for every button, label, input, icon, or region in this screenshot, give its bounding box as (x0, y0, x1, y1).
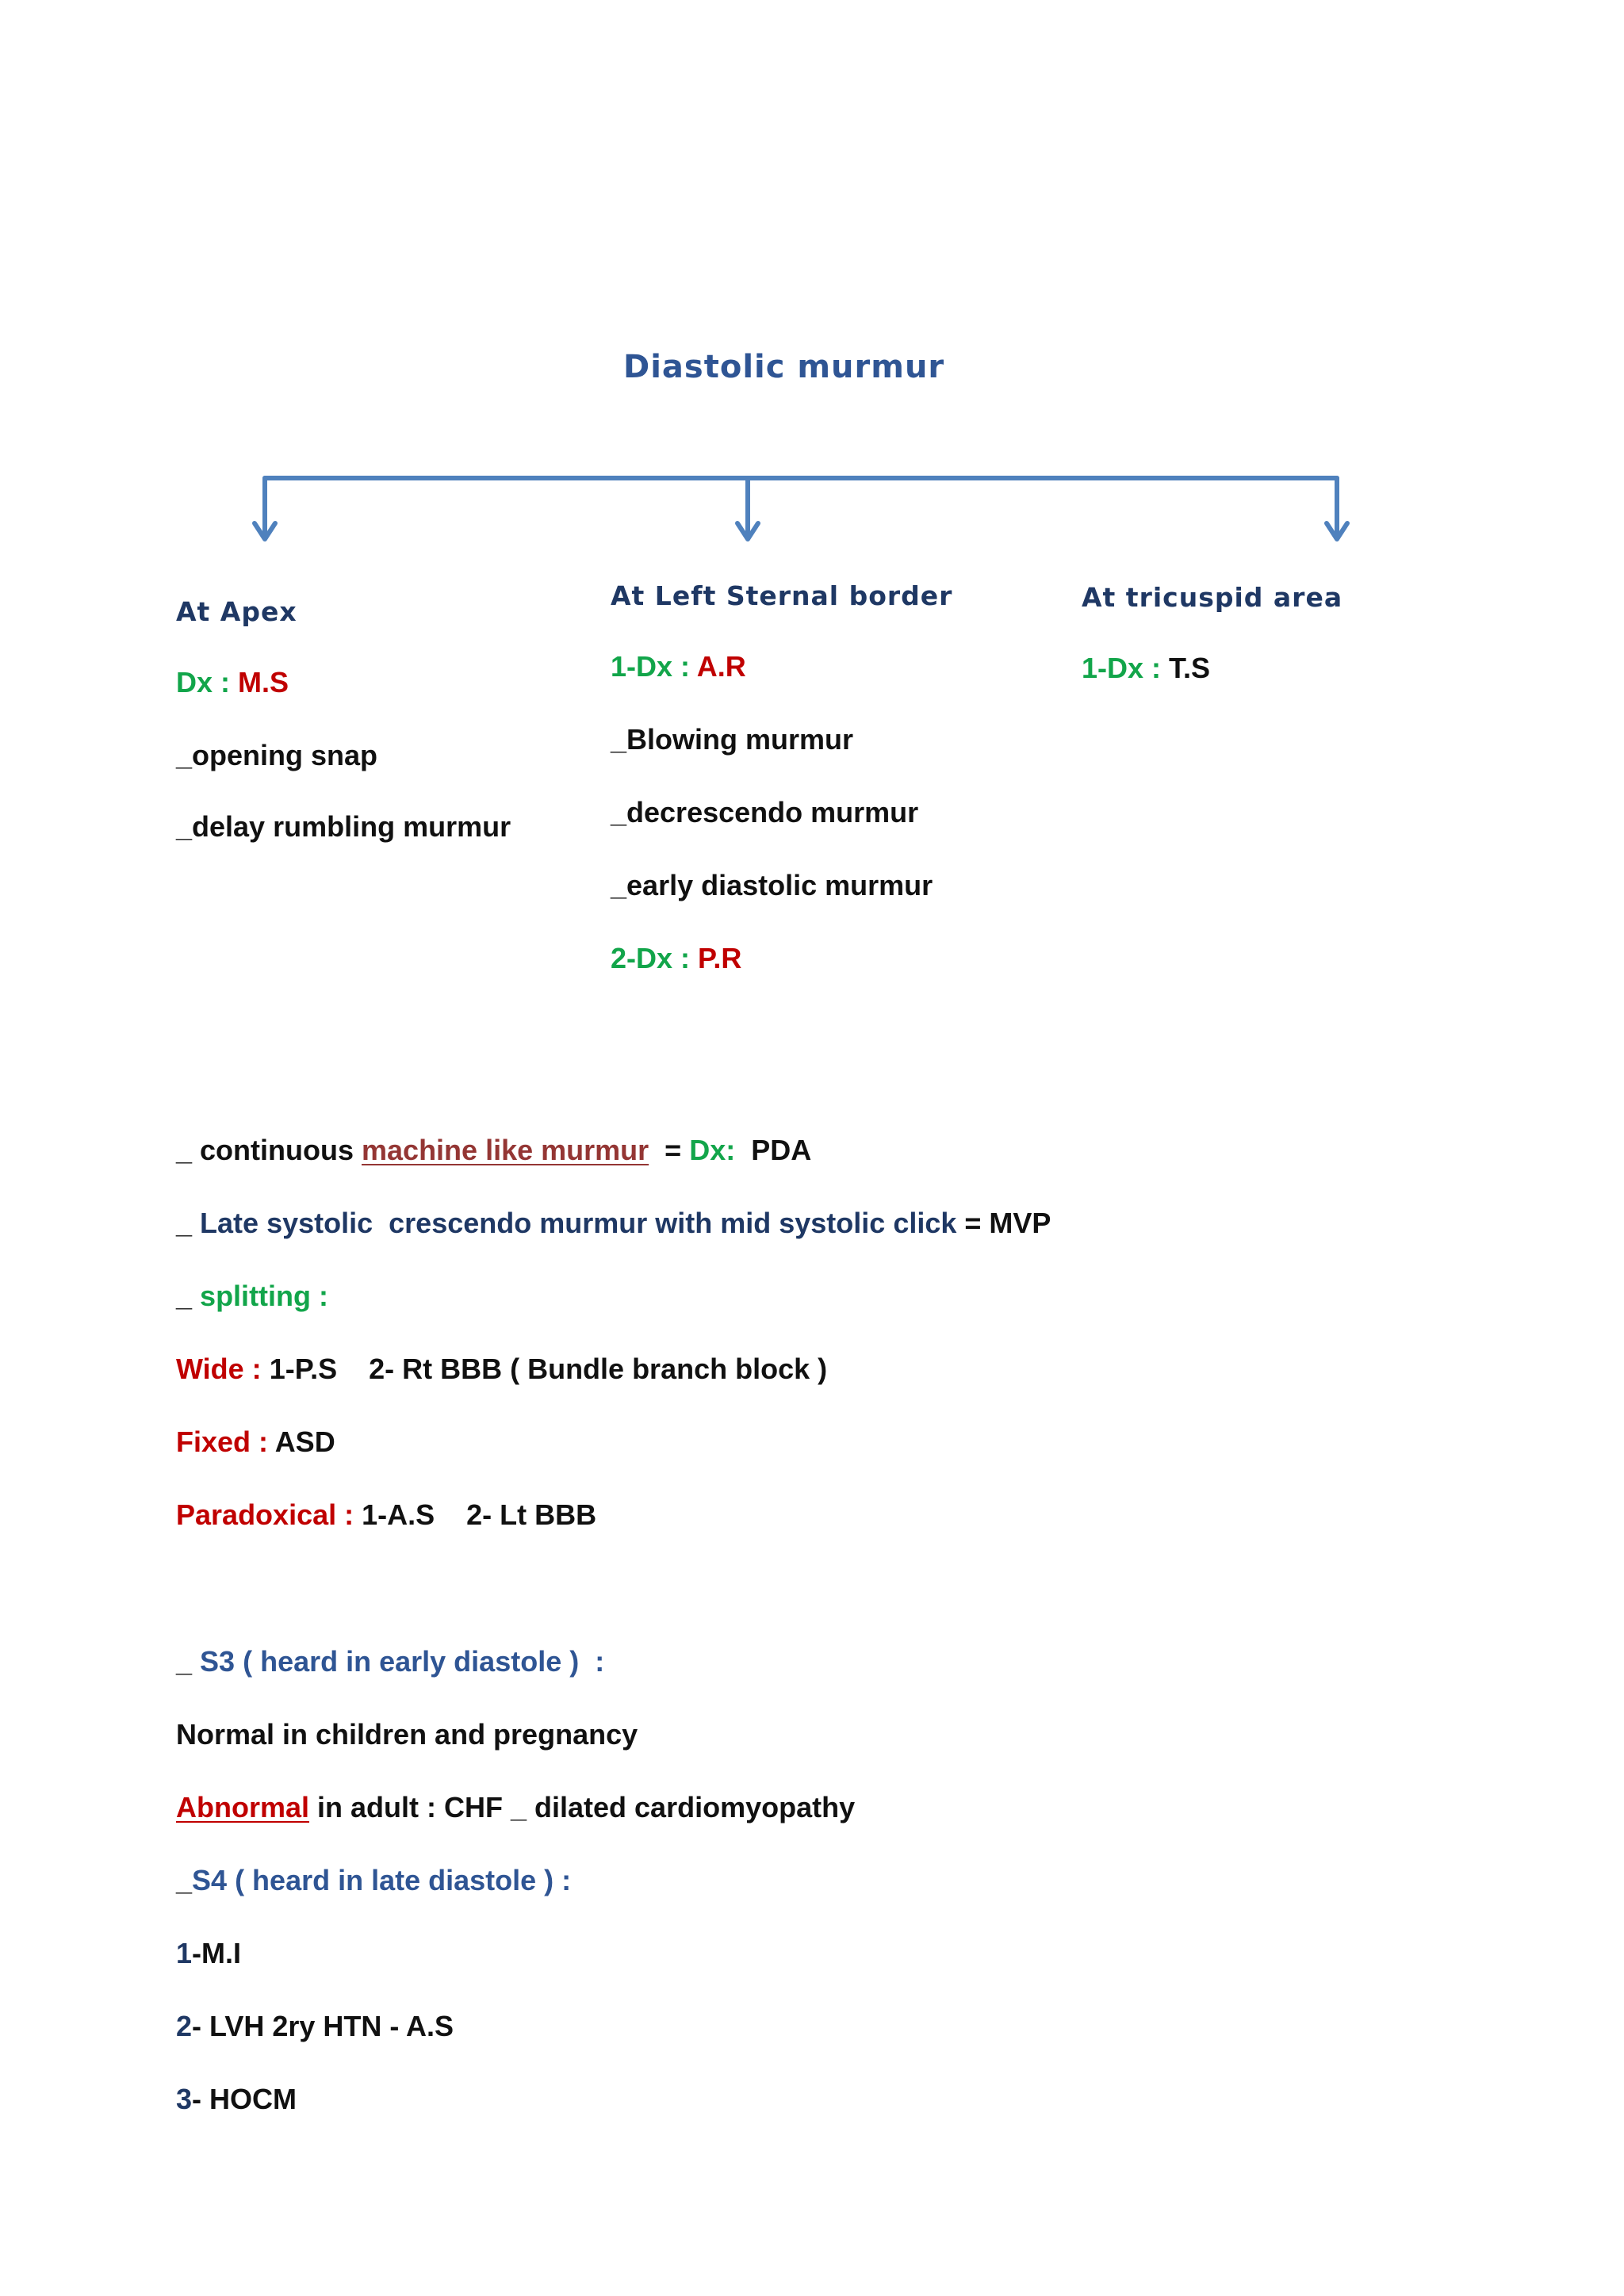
left-sternal-heading: At Left Sternal border (611, 580, 953, 611)
note-s3-normal: Normal in children and pregnancy (176, 1718, 638, 1751)
note-late-systolic (176, 1207, 1051, 1240)
note-wide-label: Wide : (176, 1353, 262, 1385)
note-splitting-prefix: _ (176, 1280, 193, 1312)
note-s3-abnormal-value: in adult : CHF _ dilated cardiomyopathy (317, 1791, 856, 1823)
note-wide-value: 1-P.S 2- Rt BBB ( Bundle branch block ) (269, 1353, 828, 1385)
note-late-systolic-text: Late systolic crescendo murmur with mid systolic click (200, 1207, 957, 1239)
note-fixed (176, 1425, 335, 1459)
note-s3-label: S3 ( heard in early diastole ) : (200, 1645, 605, 1678)
note-s3 (176, 1645, 604, 1678)
apex-item: _delay rumbling murmur (176, 810, 511, 843)
note-splitting-label: splitting : (200, 1280, 329, 1312)
tricuspid-heading: At tricuspid area (1082, 582, 1343, 613)
left-sternal-dx2 (611, 942, 741, 975)
tricuspid-dx-label: 1-Dx : (1082, 652, 1162, 684)
note-continuous-dx-value: PDA (751, 1134, 812, 1166)
s4-list-item (176, 2010, 454, 2043)
note-fixed-value: ASD (274, 1425, 335, 1458)
left-sternal-dx2-value: P.R (698, 942, 742, 974)
note-s4 (176, 1864, 571, 1897)
note-continuous-dx-label: Dx: (689, 1134, 736, 1166)
left-sternal-dx2-label: 2-Dx : (611, 942, 691, 974)
note-paradoxical-label: Paradoxical : (176, 1498, 354, 1531)
note-s3-prefix: _ (176, 1645, 193, 1678)
left-sternal-item: _decrescendo murmur (611, 796, 919, 828)
note-s3-abnormal (176, 1791, 855, 1824)
s4-list-item-text: -M.I (192, 1937, 242, 1969)
s4-list-item-text: - LVH 2ry HTN - A.S (192, 2010, 454, 2042)
s4-list-item-number: 1 (176, 1937, 193, 1969)
s4-list-item-number: 3 (176, 2083, 193, 2115)
s4-list-item-text: - HOCM (192, 2083, 297, 2115)
note-paradoxical-value: 1-A.S 2- Lt BBB (362, 1498, 597, 1531)
apex-heading: At Apex (176, 596, 297, 627)
note-s3-abnormal-label: Abnormal (176, 1791, 310, 1823)
left-sternal-dx1-value: A.R (696, 650, 746, 683)
tricuspid-dx (1082, 652, 1210, 685)
apex-dx (176, 666, 289, 699)
note-s4-label: S4 ( heard in late diastole ) : (192, 1864, 572, 1896)
left-sternal-item: _Blowing murmur (611, 723, 854, 756)
apex-dx-value: M.S (238, 666, 289, 698)
left-sternal-dx1-label: 1-Dx : (611, 650, 691, 683)
s4-list-item (176, 1937, 241, 1970)
note-wide (176, 1353, 827, 1386)
branch-horizontal-line (265, 478, 1337, 482)
note-continuous-prefix: _ continuous (176, 1134, 354, 1166)
note-continuous-highlight: machine like murmur (362, 1134, 649, 1166)
note-late-systolic-result: = MVP (964, 1207, 1051, 1239)
note-continuous-eq: = (665, 1134, 682, 1166)
s4-list-item-number: 2 (176, 2010, 193, 2042)
note-paradoxical (176, 1498, 596, 1532)
note-splitting (176, 1280, 328, 1313)
note-fixed-label: Fixed : (176, 1425, 269, 1458)
note-s4-prefix: _ (176, 1864, 193, 1896)
apex-item: _opening snap (176, 739, 378, 771)
apex-dx-label: Dx : (176, 666, 231, 698)
tricuspid-dx-value: T.S (1169, 652, 1211, 684)
left-sternal-dx1 (611, 650, 746, 683)
s4-list-item (176, 2083, 297, 2116)
page-title: Diastolic murmur (623, 349, 945, 385)
note-continuous (176, 1134, 811, 1167)
left-sternal-item: _early diastolic murmur (611, 869, 933, 901)
note-late-systolic-prefix: _ (176, 1207, 193, 1239)
